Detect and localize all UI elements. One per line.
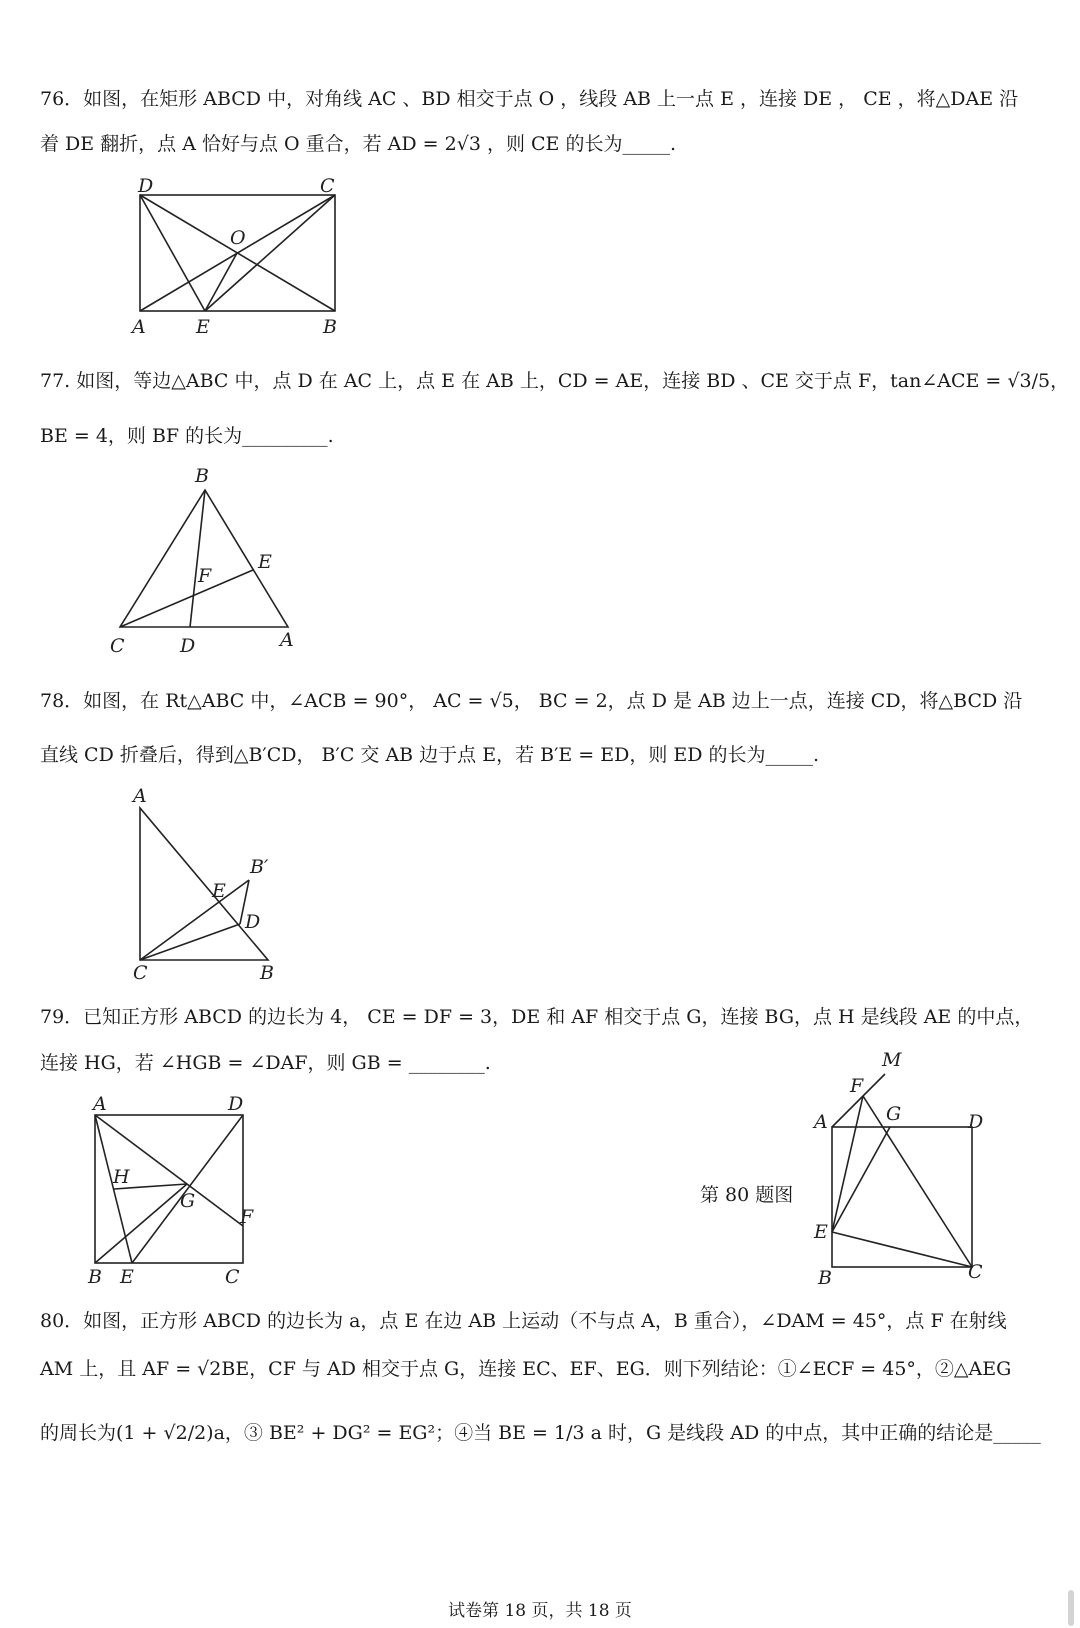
q77-line-1: 77. 如图，等边△ABC 中，点 D 在 AC 上，点 E 在 AB 上，CD = AE，连接 BD 、CE 交于点 F，tan∠ACE = √3/5，	[40, 370, 1070, 392]
q76-line-1: 76．如图，在矩形 ABCD 中，对角线 AC 、BD 相交于点 O ，线段 AB 上一点 E ，连接 DE ， CE ，将△DAE 沿	[40, 88, 1019, 110]
q77-label-d: D	[180, 635, 196, 657]
q79-label-e: E	[120, 1266, 134, 1288]
q77-label-f: F	[198, 565, 212, 587]
q80-label-m: M	[882, 1049, 902, 1071]
q79-label-b: B	[88, 1266, 102, 1288]
q79-label-a: A	[93, 1093, 107, 1115]
q77-figure	[100, 460, 320, 660]
q80-label-c: C	[968, 1261, 983, 1283]
q80-label-f: F	[850, 1075, 864, 1097]
q80-line-2: AM 上，且 AF = √2BE，CF 与 AD 相交于点 G，连接 EC、EF、EG．则下列结论：①∠ECF = 45°，②△AEG	[40, 1358, 1012, 1380]
q77-label-b: B	[195, 465, 209, 487]
q79-line-1: 79．已知正方形 ABCD 的边长为 4， CE = DF = 3，DE 和 AF 相交于点 G，连接 BG，点 H 是线段 AE 的中点，	[40, 1006, 1034, 1028]
q77-label-e: E	[258, 551, 272, 573]
q79-label-g: G	[180, 1190, 196, 1212]
q76-label-d: D	[138, 175, 154, 197]
q78-label-e: E	[212, 880, 226, 902]
q78-label-c: C	[133, 962, 148, 984]
q80-line-3: 的周长为(1 + √2/2)a，③ BE² + DG² = EG²；④当 BE = 1/3 a 时，G 是线段 AD 的中点，其中正确的结论是_____	[40, 1422, 1041, 1444]
q79-line-2: 连接 HG，若 ∠HGB = ∠DAF，则 GB = ________.	[40, 1052, 491, 1074]
q76-figure	[120, 170, 360, 340]
q77-label-c: C	[110, 635, 125, 657]
q79-label-f: F	[240, 1206, 254, 1228]
q80-figure	[800, 1050, 1000, 1290]
q80-label-a: A	[814, 1111, 828, 1133]
q79-figure	[80, 1090, 280, 1290]
q76-label-c: C	[320, 175, 335, 197]
q77-line-2: BE = 4，则 BF 的长为_________.	[40, 425, 334, 447]
q78-label-d: D	[245, 911, 261, 933]
q80-label-d: D	[968, 1111, 984, 1133]
q80-line-1: 80．如图，正方形 ABCD 的边长为 a，点 E 在边 AB 上运动（不与点 A，B 重合），∠DAM = 45°，点 F 在射线	[40, 1310, 1007, 1332]
q78-label-b: B	[260, 962, 274, 984]
q79-label-d: D	[228, 1093, 244, 1115]
q78-figure	[120, 780, 320, 984]
q80-figure-caption: 第 80 题图	[700, 1184, 794, 1206]
q79-label-c: C	[225, 1266, 240, 1288]
q78-line-1: 78．如图，在 Rt△ABC 中，∠ACB = 90°， AC = √5， BC = 2，点 D 是 AB 边上一点，连接 CD，将△BCD 沿	[40, 690, 1023, 712]
scrollbar[interactable]	[1068, 1590, 1074, 1626]
q76-label-o: O	[230, 227, 246, 249]
q80-label-b: B	[818, 1267, 832, 1289]
q80-label-g: G	[886, 1103, 902, 1125]
q76-label-b: B	[323, 316, 337, 338]
q78-line-2: 直线 CD 折叠后，得到△B′CD， B′C 交 AB 边于点 E，若 B′E = ED，则 ED 的长为_____.	[40, 744, 820, 766]
q80-label-e: E	[814, 1221, 828, 1243]
q78-label-bprime: B′	[250, 856, 269, 878]
q78-label-a: A	[133, 785, 147, 807]
q77-label-a: A	[280, 629, 294, 651]
q76-label-a: A	[132, 316, 146, 338]
q76-line-2: 着 DE 翻折，点 A 恰好与点 O 重合，若 AD = 2√3 ，则 CE 的长为_____.	[40, 133, 676, 155]
page-footer: 试卷第 18 页，共 18 页	[448, 1601, 632, 1621]
q76-label-e: E	[196, 316, 210, 338]
q79-label-h: H	[113, 1166, 130, 1188]
